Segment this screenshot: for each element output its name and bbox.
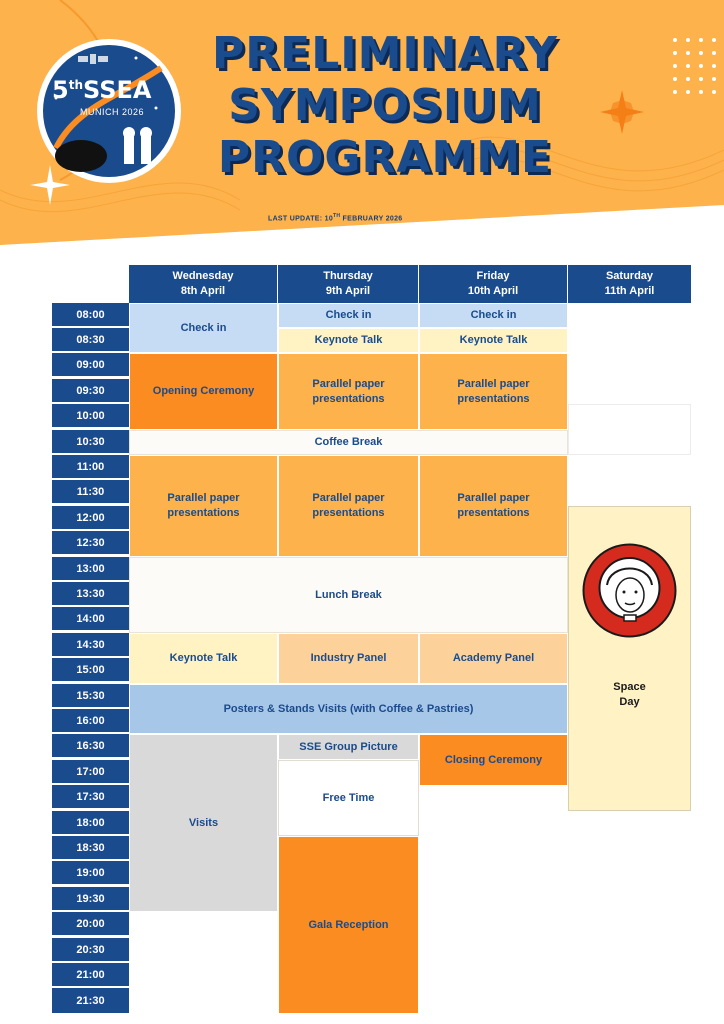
- time-slot: 21:30: [52, 988, 129, 1014]
- time-slot: 14:30: [52, 633, 129, 657]
- event-thu-keynote: Keynote Talk: [278, 328, 419, 353]
- time-slot: 21:00: [52, 963, 129, 987]
- event-fri-parallel-presentations-am: Parallel paper presentations: [419, 353, 568, 430]
- event-fri-keynote: Keynote Talk: [419, 328, 568, 353]
- time-slot: 13:00: [52, 557, 129, 581]
- event-thu-checkin: Check in: [278, 303, 419, 328]
- time-slot: 18:00: [52, 811, 129, 835]
- page-title-line-2: SYMPOSIUM: [228, 80, 542, 131]
- time-slot: 09:00: [52, 353, 129, 377]
- time-slot: 15:30: [52, 684, 129, 708]
- day-header-saturday: Saturday 11th April: [568, 265, 691, 303]
- event-thu-parallel-presentations: Parallel paper presentations: [278, 455, 419, 557]
- event-thu-gala-reception: Gala Reception: [278, 836, 419, 1014]
- day-header-wednesday: Wednesday 8th April: [129, 265, 278, 303]
- page-title-line-1: PRELIMINARY: [212, 28, 558, 79]
- logo-subtitle: MUNICH 2026: [80, 107, 145, 117]
- time-slot: 16:00: [52, 709, 129, 733]
- event-fri-academy-panel: Academy Panel: [419, 633, 568, 684]
- event-wed-parallel-presentations: Parallel paper presentations: [129, 455, 278, 557]
- time-slot: 20:00: [52, 912, 129, 936]
- time-slot: 08:30: [52, 328, 129, 352]
- event-posters-stands: Posters & Stands Visits (with Coffee & Pastries): [129, 684, 568, 734]
- time-slot: 13:30: [52, 582, 129, 606]
- saturday-blank-slot: [568, 404, 691, 455]
- event-fri-closing-ceremony: Closing Ceremony: [419, 734, 568, 786]
- astronaut-icon: [582, 543, 677, 638]
- time-slot: 08:00: [52, 303, 129, 327]
- space-day-label: Space Day: [613, 681, 646, 708]
- time-slot: 12:00: [52, 506, 129, 530]
- page-title-line-3: PROGRAMME: [217, 132, 553, 183]
- event-fri-parallel-presentations: Parallel paper presentations: [419, 455, 568, 557]
- time-slot: 12:30: [52, 531, 129, 555]
- event-lunch-break: Lunch Break: [129, 557, 568, 633]
- time-slot: 16:30: [52, 734, 129, 758]
- event-wed-opening-ceremony: Opening Ceremony: [129, 353, 278, 430]
- event-wed-keynote: Keynote Talk: [129, 633, 278, 684]
- event-thu-group-picture: SSE Group Picture: [278, 734, 419, 760]
- event-thu-industry-panel: Industry Panel: [278, 633, 419, 684]
- time-slot: 10:30: [52, 430, 129, 454]
- time-slot: 19:30: [52, 887, 129, 911]
- time-slot: 11:00: [52, 455, 129, 479]
- time-slot: 17:30: [52, 785, 129, 809]
- day-header-friday: Friday 10th April: [419, 265, 568, 303]
- time-slot: 10:00: [52, 404, 129, 428]
- time-slot: 19:00: [52, 861, 129, 885]
- last-update: LAST UPDATE: 10TH FEBRUARY 2026: [268, 213, 403, 223]
- event-fri-checkin: Check in: [419, 303, 568, 328]
- event-thu-free-time: Free Time: [278, 760, 419, 836]
- time-slot: 14:00: [52, 607, 129, 631]
- event-coffee-break: Coffee Break: [129, 430, 568, 455]
- day-header-thursday: Thursday 9th April: [278, 265, 419, 303]
- time-slot: 11:30: [52, 480, 129, 504]
- time-slot: 15:00: [52, 658, 129, 682]
- time-slot: 17:00: [52, 760, 129, 784]
- event-thu-parallel-presentations-am: Parallel paper presentations: [278, 353, 419, 430]
- time-slot: 18:30: [52, 836, 129, 860]
- time-slot: 09:30: [52, 379, 129, 403]
- logo-title: 5thSSEA: [52, 76, 152, 104]
- time-slot: 20:30: [52, 938, 129, 962]
- event-wed-checkin: Check in: [129, 303, 278, 353]
- event-wed-visits: Visits: [129, 734, 278, 912]
